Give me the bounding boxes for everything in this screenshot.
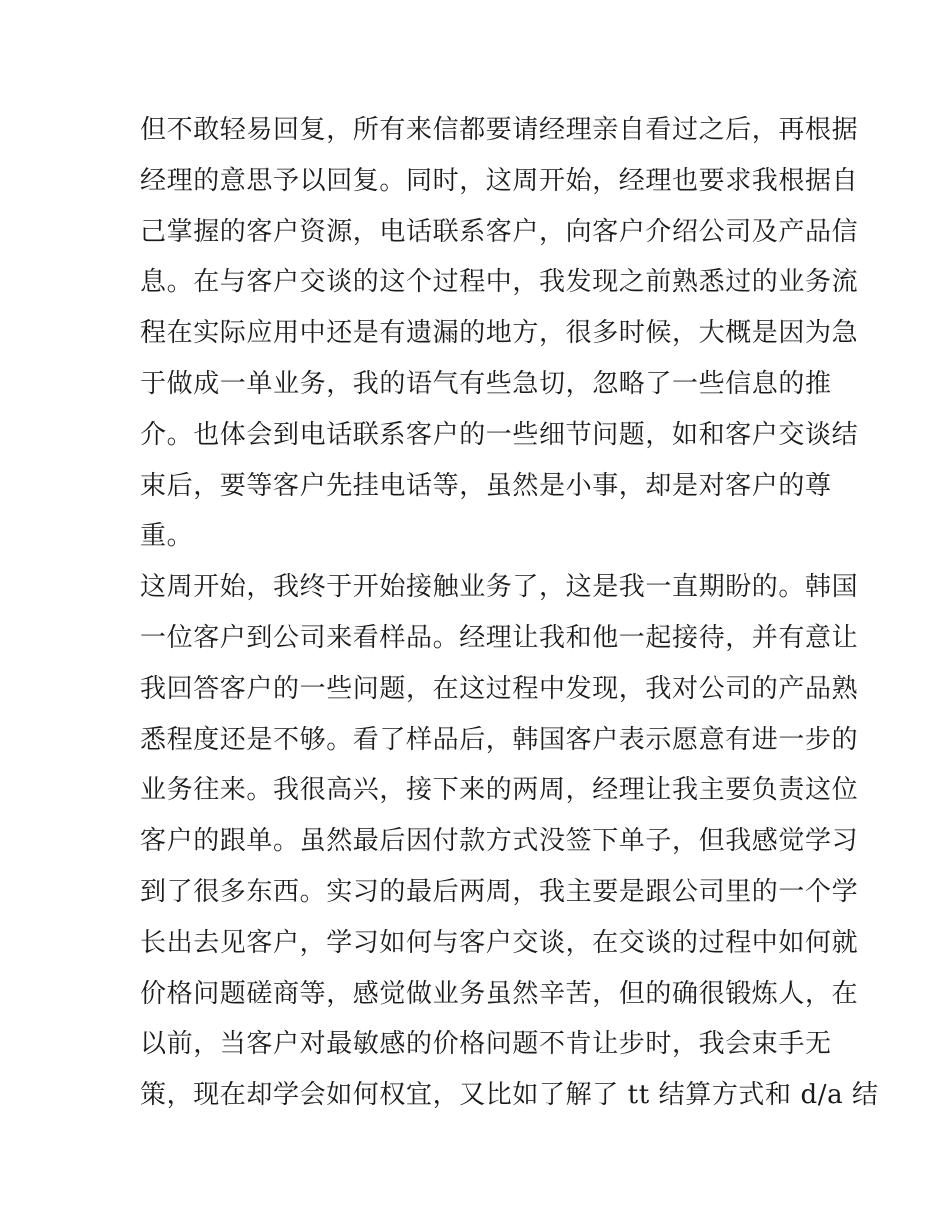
text-line: 介。也体会到电话联系客户的一些细节问题，如和客户交谈结 bbox=[140, 419, 859, 450]
text-line: 经理的意思予以回复。同时，这周开始，经理也要求我根据自 bbox=[140, 165, 859, 196]
text-line: 己掌握的客户资源，电话联系客户，向客户介绍公司及产品信 bbox=[140, 216, 859, 247]
text-line: 息。在与客户交谈的这个过程中，我发现之前熟悉过的业务流 bbox=[140, 267, 859, 298]
text-line: 悉程度还是不够。看了样品后，韩国客户表示愿意有进一步的 bbox=[140, 724, 859, 755]
text-line: 于做成一单业务，我的语气有些急切，忽略了一些信息的推 bbox=[140, 368, 832, 399]
text-line: 程在实际应用中还是有遗漏的地方，很多时候，大概是因为急 bbox=[140, 318, 859, 349]
text-line: 价格问题磋商等，感觉做业务虽然辛苦，但的确很锻炼人，在 bbox=[140, 978, 859, 1009]
text-line: 业务往来。我很高兴，接下来的两周，经理让我主要负责这位 bbox=[140, 775, 859, 806]
text-line: 这周开始，我终于开始接触业务了，这是我一直期盼的。韩国 bbox=[140, 572, 859, 603]
text-line: 客户的跟单。虽然最后因付款方式没签下单子，但我感觉学习 bbox=[140, 826, 859, 857]
text-line: 一位客户到公司来看样品。经理让我和他一起接待，并有意让 bbox=[140, 622, 859, 653]
text-line: 到了很多东西。实习的最后两周，我主要是跟公司里的一个学 bbox=[140, 876, 859, 907]
body-text bbox=[140, 105, 879, 1121]
text-line: 重。 bbox=[140, 521, 194, 552]
text-line: 长出去见客户，学习如何与客户交谈，在交谈的过程中如何就 bbox=[140, 927, 859, 958]
text-line: 我回答客户的一些问题，在这过程中发现，我对公司的产品熟 bbox=[140, 673, 859, 704]
text-line: 束后，要等客户先挂电话等，虽然是小事，却是对客户的尊 bbox=[140, 470, 832, 501]
text-line: 策，现在却学会如何权宜，又比如了解了 tt 结算方式和 d/a 结 bbox=[140, 1080, 879, 1111]
text-line: 但不敢轻易回复，所有来信都要请经理亲自看过之后，再根据 bbox=[140, 115, 859, 145]
text-line: 以前，当客户对最敏感的价格问题不肯让步时，我会束手无 bbox=[140, 1029, 832, 1060]
